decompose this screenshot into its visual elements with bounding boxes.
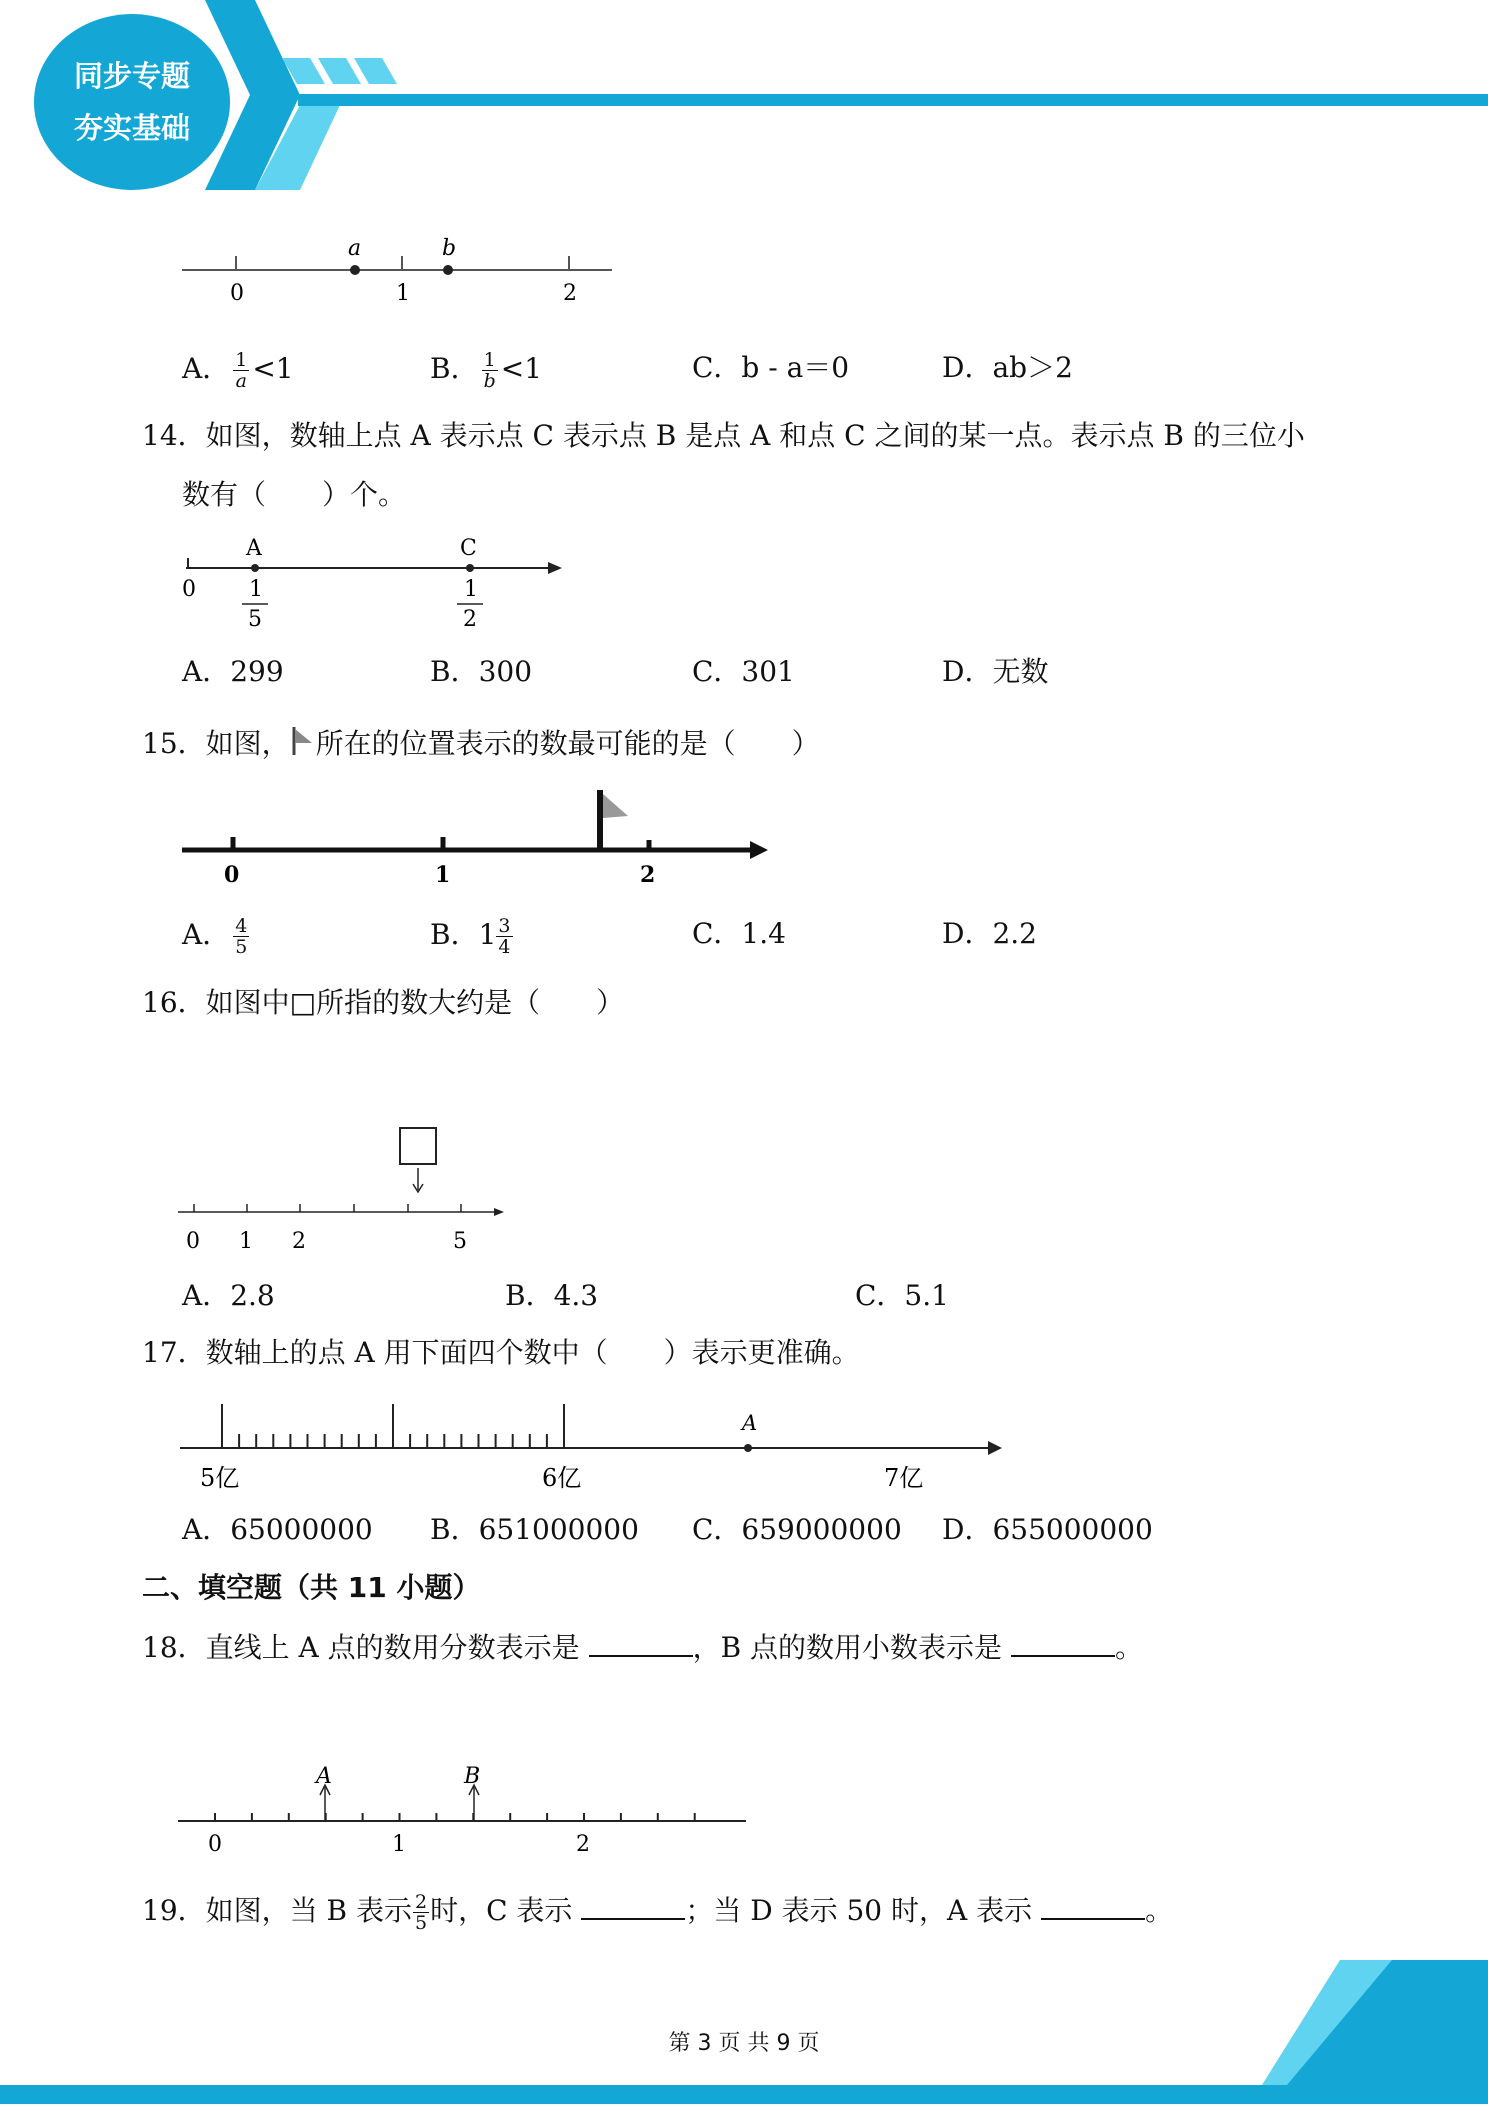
q13-option-a[interactable]: A． $\frac{1}{a}$ <1	[182, 349, 294, 392]
flag-icon	[290, 725, 316, 757]
q13-point-a: a	[348, 236, 362, 261]
q17-tick-6yi: 6亿	[542, 1464, 582, 1492]
q18-point-a: A	[316, 1765, 332, 1789]
q13-option-b[interactable]: B． $\frac{1}{b}$ <1	[430, 349, 543, 392]
q16-tick-2: 2	[292, 1229, 306, 1254]
q18-blank-a[interactable]	[589, 1629, 693, 1657]
q14-option-b[interactable]: B．300	[430, 655, 533, 688]
q14-c-den: 2	[463, 607, 477, 632]
q17-option-a[interactable]: A．65000000	[182, 1513, 373, 1546]
q17-point-a: A	[742, 1411, 758, 1435]
q17-option-b[interactable]: B．651000000	[430, 1513, 639, 1546]
q19-text: 19．如图，当 B 表示 $\frac{2}{5}$ 时，C 表示 ；当 D 表示 50 时，A 表示 。	[142, 1891, 1174, 1934]
q14-text-line1: 14．如图，数轴上点 A 表示点 C 表示点 B 是点 A 和点 C 之间的某一点。表示点 B 的三位小	[142, 419, 1305, 452]
q15-text: 15．如图， 所在的位置表示的数最可能的是（ ）	[142, 727, 820, 760]
q19-blank-c[interactable]	[581, 1892, 685, 1920]
q18-number-line	[170, 1765, 750, 1865]
q15-tick-0: 0	[224, 862, 240, 888]
q16-tick-5: 5	[453, 1229, 467, 1254]
q17-tick-7yi: 7亿	[884, 1464, 924, 1492]
q16-tick-1: 1	[239, 1229, 253, 1254]
q13-tick-2: 2	[563, 281, 577, 306]
q17-option-d[interactable]: D．655000000	[942, 1513, 1153, 1546]
q14-a-num: 1	[249, 577, 263, 602]
q16-tick-0: 0	[186, 1229, 200, 1254]
q16-option-b[interactable]: B．4.3	[505, 1279, 599, 1312]
q13-tick-1: 1	[396, 281, 410, 306]
badge-line2: 夯实基础	[73, 111, 190, 145]
q15-option-b[interactable]: B．1 $\frac{3}{4}$	[430, 915, 511, 958]
q15-option-a[interactable]: A． $\frac{4}{5}$	[182, 915, 248, 958]
q15-option-d[interactable]: D．2.2	[942, 917, 1037, 950]
q16-option-a[interactable]: A．2.8	[182, 1279, 275, 1312]
q13-option-d[interactable]: D．ab＞2	[942, 351, 1073, 384]
section-title: 二、填空题（共 11 小题）	[142, 1571, 481, 1604]
q14-option-a[interactable]: A．299	[182, 655, 284, 688]
q13-number-line	[170, 230, 620, 310]
q17-number-line	[170, 1390, 1010, 1500]
q14-c-num: 1	[464, 577, 478, 602]
q17-tick-5yi: 5亿	[200, 1464, 240, 1492]
footer-decoration	[0, 1955, 1488, 2104]
q14-a-den: 5	[248, 607, 262, 632]
q13-option-c[interactable]: C．b - a＝0	[692, 351, 850, 384]
q16-option-c[interactable]: C．5.1	[855, 1279, 949, 1312]
q19-blank-a[interactable]	[1041, 1892, 1145, 1920]
q14-text-line2: 数有（ ）个。	[182, 478, 407, 511]
q17-text: 17．数轴上的点 A 用下面四个数中（ ）表示更准确。	[142, 1336, 860, 1369]
header-badge	[34, 14, 230, 190]
q15-number-line	[170, 782, 770, 892]
q14-number-line	[170, 528, 570, 638]
q15-tick-1: 1	[435, 862, 451, 888]
q18-tick-2: 2	[576, 1832, 590, 1857]
q13-point-b: b	[442, 236, 457, 261]
q15-option-c[interactable]: C．1.4	[692, 917, 786, 950]
q18-text: 18．直线上 A 点的数用分数表示是 ，B 点的数用小数表示是 。	[142, 1631, 1143, 1664]
q16-text: 16．如图中□所指的数大约是（ ）	[142, 986, 625, 1019]
q13-tick-0: 0	[230, 281, 244, 306]
q14-zero: 0	[182, 577, 196, 602]
q18-blank-b[interactable]	[1011, 1629, 1115, 1657]
q18-tick-0: 0	[208, 1832, 222, 1857]
q18-point-b: B	[464, 1765, 481, 1789]
q14-point-a: A	[246, 536, 262, 561]
q15-tick-2: 2	[640, 862, 656, 888]
badge-line1: 同步专题	[73, 59, 190, 93]
q14-option-c[interactable]: C．301	[692, 655, 795, 688]
q18-tick-1: 1	[392, 1832, 406, 1857]
q17-option-c[interactable]: C．659000000	[692, 1513, 902, 1546]
page-number: 第 3 页 共 9 页	[668, 2031, 820, 2056]
q16-number-line	[170, 1120, 510, 1260]
q14-option-d[interactable]: D．无数	[942, 655, 1049, 688]
q14-point-c: C	[460, 536, 477, 561]
